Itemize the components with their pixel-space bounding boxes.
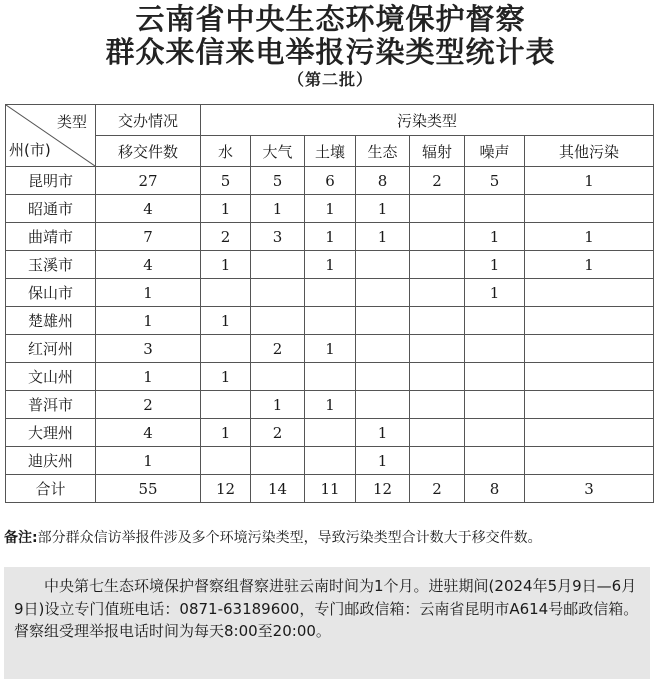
value-cell: 14 bbox=[251, 475, 305, 503]
value-cell bbox=[201, 447, 251, 475]
city-cell: 曲靖市 bbox=[6, 223, 96, 251]
value-cell: 1 bbox=[96, 447, 201, 475]
value-cell: 1 bbox=[465, 251, 525, 279]
value-cell bbox=[305, 279, 356, 307]
corner-cell bbox=[6, 105, 96, 167]
value-cell bbox=[356, 335, 410, 363]
value-cell: 1 bbox=[251, 195, 305, 223]
value-cell: 27 bbox=[96, 167, 201, 195]
value-cell bbox=[525, 447, 654, 475]
value-cell: 1 bbox=[525, 223, 654, 251]
value-cell bbox=[251, 363, 305, 391]
table-row bbox=[6, 335, 654, 363]
batch-label: （第二批） bbox=[287, 70, 373, 89]
value-cell bbox=[410, 195, 465, 223]
value-cell: 1 bbox=[201, 419, 251, 447]
value-cell: 5 bbox=[251, 167, 305, 195]
value-cell bbox=[356, 391, 410, 419]
value-cell bbox=[410, 447, 465, 475]
value-cell bbox=[465, 335, 525, 363]
header-other: 其他污染 bbox=[525, 136, 654, 167]
info-box bbox=[4, 567, 650, 679]
value-cell bbox=[525, 307, 654, 335]
table-row bbox=[6, 391, 654, 419]
value-cell bbox=[201, 391, 251, 419]
value-cell: 1 bbox=[305, 195, 356, 223]
header-soil: 土壤 bbox=[305, 136, 356, 167]
value-cell: 1 bbox=[96, 279, 201, 307]
value-cell: 1 bbox=[356, 223, 410, 251]
value-cell: 1 bbox=[305, 251, 356, 279]
city-cell: 文山州 bbox=[6, 363, 96, 391]
value-cell: 8 bbox=[356, 167, 410, 195]
value-cell bbox=[525, 195, 654, 223]
value-cell bbox=[251, 447, 305, 475]
value-cell: 1 bbox=[96, 307, 201, 335]
value-cell: 11 bbox=[305, 475, 356, 503]
value-cell bbox=[305, 447, 356, 475]
value-cell: 1 bbox=[96, 363, 201, 391]
header-row-2 bbox=[6, 136, 654, 167]
value-cell bbox=[525, 279, 654, 307]
value-cell: 2 bbox=[410, 475, 465, 503]
value-cell bbox=[251, 307, 305, 335]
value-cell bbox=[201, 335, 251, 363]
value-cell: 1 bbox=[305, 223, 356, 251]
value-cell: 1 bbox=[305, 391, 356, 419]
value-cell: 4 bbox=[96, 195, 201, 223]
value-cell bbox=[465, 447, 525, 475]
value-cell bbox=[201, 279, 251, 307]
header-ecology: 生态 bbox=[356, 136, 410, 167]
value-cell bbox=[525, 391, 654, 419]
value-cell: 6 bbox=[305, 167, 356, 195]
value-cell: 12 bbox=[356, 475, 410, 503]
value-cell bbox=[410, 279, 465, 307]
value-cell bbox=[410, 363, 465, 391]
value-cell: 1 bbox=[201, 195, 251, 223]
value-cell bbox=[356, 251, 410, 279]
value-cell: 1 bbox=[465, 279, 525, 307]
value-cell: 1 bbox=[201, 363, 251, 391]
footnote-label: 备注: bbox=[4, 530, 38, 546]
header-radiation: 辐射 bbox=[410, 136, 465, 167]
value-cell: 5 bbox=[201, 167, 251, 195]
value-cell: 1 bbox=[201, 251, 251, 279]
value-cell bbox=[305, 363, 356, 391]
value-cell: 4 bbox=[96, 251, 201, 279]
value-cell: 3 bbox=[96, 335, 201, 363]
corner-label-type: 类型 bbox=[56, 113, 87, 131]
value-cell bbox=[525, 419, 654, 447]
table-row bbox=[6, 223, 654, 251]
header-jiaoban: 交办情况 bbox=[96, 105, 201, 136]
city-cell: 普洱市 bbox=[6, 391, 96, 419]
header-noise: 噪声 bbox=[465, 136, 525, 167]
city-cell: 昭通市 bbox=[6, 195, 96, 223]
value-cell: 55 bbox=[96, 475, 201, 503]
header-row-1 bbox=[6, 105, 654, 136]
city-cell: 保山市 bbox=[6, 279, 96, 307]
value-cell: 1 bbox=[356, 419, 410, 447]
value-cell: 3 bbox=[251, 223, 305, 251]
value-cell: 1 bbox=[305, 335, 356, 363]
city-cell: 昆明市 bbox=[6, 167, 96, 195]
value-cell: 1 bbox=[356, 447, 410, 475]
title-line1: 云南省中央生态环境保护督察 bbox=[135, 2, 526, 36]
city-cell: 红河州 bbox=[6, 335, 96, 363]
table-row bbox=[6, 363, 654, 391]
corner-label-city: 州(市) bbox=[9, 141, 51, 159]
city-cell: 玉溪市 bbox=[6, 251, 96, 279]
value-cell: 7 bbox=[96, 223, 201, 251]
value-cell: 2 bbox=[251, 419, 305, 447]
header-transfer-count: 移交件数 bbox=[96, 136, 201, 167]
table-row bbox=[6, 251, 654, 279]
table-row bbox=[6, 419, 654, 447]
footnote-text: 部分群众信访举报件涉及多个环境污染类型，导致污染类型合计数大于移交件数。 bbox=[37, 530, 542, 546]
header-wuran: 污染类型 bbox=[201, 105, 654, 136]
value-cell bbox=[465, 195, 525, 223]
value-cell: 3 bbox=[525, 475, 654, 503]
value-cell bbox=[305, 307, 356, 335]
city-cell: 大理州 bbox=[6, 419, 96, 447]
statistics-table bbox=[5, 104, 654, 503]
value-cell bbox=[356, 279, 410, 307]
value-cell bbox=[305, 419, 356, 447]
footnote bbox=[4, 528, 659, 548]
table-row bbox=[6, 447, 654, 475]
title-line2: 群众来信来电举报污染类型统计表 bbox=[105, 35, 556, 69]
table-row bbox=[6, 195, 654, 223]
header-air: 大气 bbox=[251, 136, 305, 167]
value-cell: 1 bbox=[525, 167, 654, 195]
value-cell: 1 bbox=[201, 307, 251, 335]
value-cell bbox=[465, 307, 525, 335]
total-row bbox=[6, 475, 654, 503]
info-text: 中央第七生态环境保护督察组督察进驻云南时间为1个月。进驻期间(2024年5月9日—6月9日)设立专门值班电话：0871-63189600，专门邮政信箱：云南省昆明市A614号邮政信箱。督察组受理举报电话时间为每天8:00至20:00。 bbox=[14, 577, 639, 640]
value-cell: 1 bbox=[525, 251, 654, 279]
value-cell bbox=[251, 251, 305, 279]
value-cell bbox=[410, 419, 465, 447]
value-cell bbox=[465, 363, 525, 391]
value-cell: 2 bbox=[96, 391, 201, 419]
value-cell bbox=[465, 391, 525, 419]
value-cell bbox=[465, 419, 525, 447]
value-cell bbox=[410, 223, 465, 251]
value-cell: 8 bbox=[465, 475, 525, 503]
value-cell: 5 bbox=[465, 167, 525, 195]
header-water: 水 bbox=[201, 136, 251, 167]
city-cell: 楚雄州 bbox=[6, 307, 96, 335]
value-cell bbox=[356, 307, 410, 335]
table-row bbox=[6, 167, 654, 195]
value-cell: 1 bbox=[251, 391, 305, 419]
value-cell: 4 bbox=[96, 419, 201, 447]
value-cell: 2 bbox=[251, 335, 305, 363]
value-cell bbox=[410, 391, 465, 419]
value-cell bbox=[410, 335, 465, 363]
value-cell bbox=[251, 279, 305, 307]
city-cell: 迪庆州 bbox=[6, 447, 96, 475]
value-cell: 2 bbox=[201, 223, 251, 251]
value-cell bbox=[410, 307, 465, 335]
table-row bbox=[6, 279, 654, 307]
value-cell: 2 bbox=[410, 167, 465, 195]
value-cell: 1 bbox=[465, 223, 525, 251]
city-cell: 合计 bbox=[6, 475, 96, 503]
table-row bbox=[6, 307, 654, 335]
value-cell bbox=[525, 363, 654, 391]
value-cell bbox=[525, 335, 654, 363]
value-cell bbox=[410, 251, 465, 279]
value-cell bbox=[356, 363, 410, 391]
value-cell: 1 bbox=[356, 195, 410, 223]
value-cell: 12 bbox=[201, 475, 251, 503]
